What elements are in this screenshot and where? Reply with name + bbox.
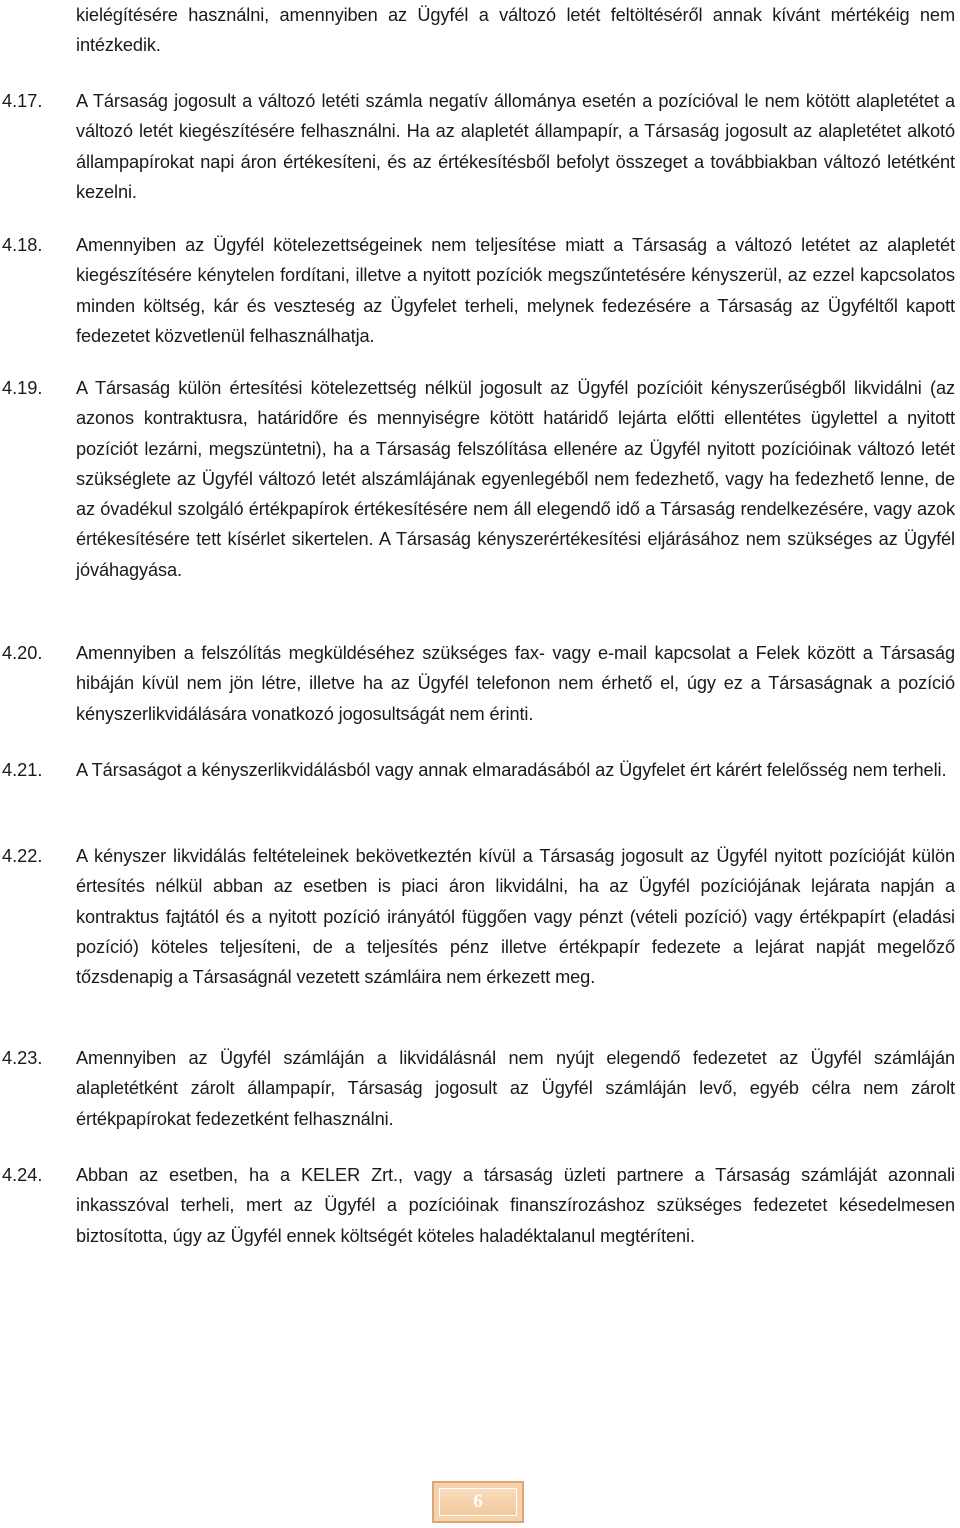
clause-number: 4.22. bbox=[2, 846, 43, 866]
clause-text: Abban az esetben, ha a KELER Zrt., vagy a társaság üzleti partnere a Társaság számláját azonnali inkasszóval terheli, mert az Ügyfél a pozícióinak finanszírozáshoz szükséges fedezetet késedelmesen biztosította, úgy az Ügyfél ennek költségét köteles haladéktalanul megtéríteni. bbox=[76, 1165, 955, 1246]
clause-text: A kényszer likvidálás feltételeinek bekövetkeztén kívül a Társaság jogosult az Ügyfél nyitott pozícióját külön értesítés nélkül abban az esetben is piaci áron likvidálni, ha az Ügyfél pozíciójának lejárata napján a kontraktus fajtától és a nyitott pozíció irányától függően vagy pénzt (vételi pozíció) vagy értékpapírt (eladási pozíció) köteles teljesíteni, de a teljesítés pénz illetve értékpapír fedezete a lejárat napját megelőző tőzsdenapig a Társaságnál vezetett számláira nem érkezett meg. bbox=[76, 846, 955, 988]
page-number: 6 bbox=[473, 1491, 483, 1512]
clause-text: Amennyiben az Ügyfél kötelezettségeinek nem teljesítése miatt a Társaság a változó letétet az alapletét kiegészítésére kénytelen fordítani, illetve a nyitott pozíciók megszűntetésére kényszerül, az ezzel kapcsolatos minden költség, kár és veszteség az Ügyfelet terheli, melynek fedezésére a Társaság az Ügyféltől kapott fedezetet közvetlenül felhasználhatja. bbox=[76, 235, 955, 346]
clause-number: 4.24. bbox=[2, 1165, 43, 1185]
clause-number: 4.17. bbox=[2, 91, 43, 111]
clause-number: 4.18. bbox=[2, 235, 43, 255]
page-number-badge bbox=[432, 1481, 524, 1523]
clause-number: 4.23. bbox=[2, 1048, 43, 1068]
clause-number: 4.19. bbox=[2, 378, 43, 398]
continuation-paragraph: kielégítésére használni, amennyiben az Ügyfél a változó letét feltöltéséről annak kívánt mértékéig nem intézkedik. bbox=[76, 5, 955, 56]
clause-text: A Társaság jogosult a változó letéti számla negatív állománya esetén a pozícióval le nem kötött alapletétet a változó letét kiegészítésére felhasználni. Ha az alapletét állampapír, a Társaság jogosult az alapletétet alkotó állampapírokat napi áron értékesíteni, és az értékesítésből befolyt összeget a továbbiakban változó letétként kezelni. bbox=[76, 91, 955, 202]
clause-number: 4.20. bbox=[2, 643, 43, 663]
clause-text: A Társaság külön értesítési kötelezettség nélkül jogosult az Ügyfél pozícióit kényszerűségből likvidálni (az azonos kontraktusra, határidőre és mennyiségre kötött határidő lejárta előtti ellentétes ügylettel a nyitott pozíciót lezárni, megszüntetni), ha a Társaság felszólítása ellenére az Ügyfél nyitott pozícióinak változó letét szükséglete az Ügyfél változó letét alszámlájának egyenlegéből nem fedezhető, vagy ha fedezhető lenne, de az óvadékul szolgáló értékpapírok értékesítésére nem áll elegendő idő a Társaság rendelkezésére, vagy azok értékesítésére tett kísérlet sikertelen. A Társaság kényszerértékesítési eljárásához nem szükséges az Ügyfél jóváhagyása. bbox=[76, 378, 955, 580]
clause-number: 4.21. bbox=[2, 760, 43, 780]
clause-text: A Társaságot a kényszerlikvidálásból vagy annak elmaradásából az Ügyfelet ért kárért felelősség nem terheli. bbox=[76, 760, 947, 780]
clause-text: Amennyiben az Ügyfél számláján a likvidálásnál nem nyújt elegendő fedezetet az Ügyfél számláján alapletétként zárolt állampapír, Társaság jogosult az Ügyfél számláján levő, egyéb célra nem zárolt értékpapírokat fedezetként felhasználni. bbox=[76, 1048, 955, 1129]
clause-text: Amennyiben a felszólítás megküldéséhez szükséges fax- vagy e-mail kapcsolat a Felek között a Társaság hibáján kívül nem jön létre, illetve ha az Ügyfél telefonon nem érhető el, úgy ez a Társaságnak a pozíció kényszerlikvidálására vonatkozó jogosultságát nem érinti. bbox=[76, 643, 955, 724]
